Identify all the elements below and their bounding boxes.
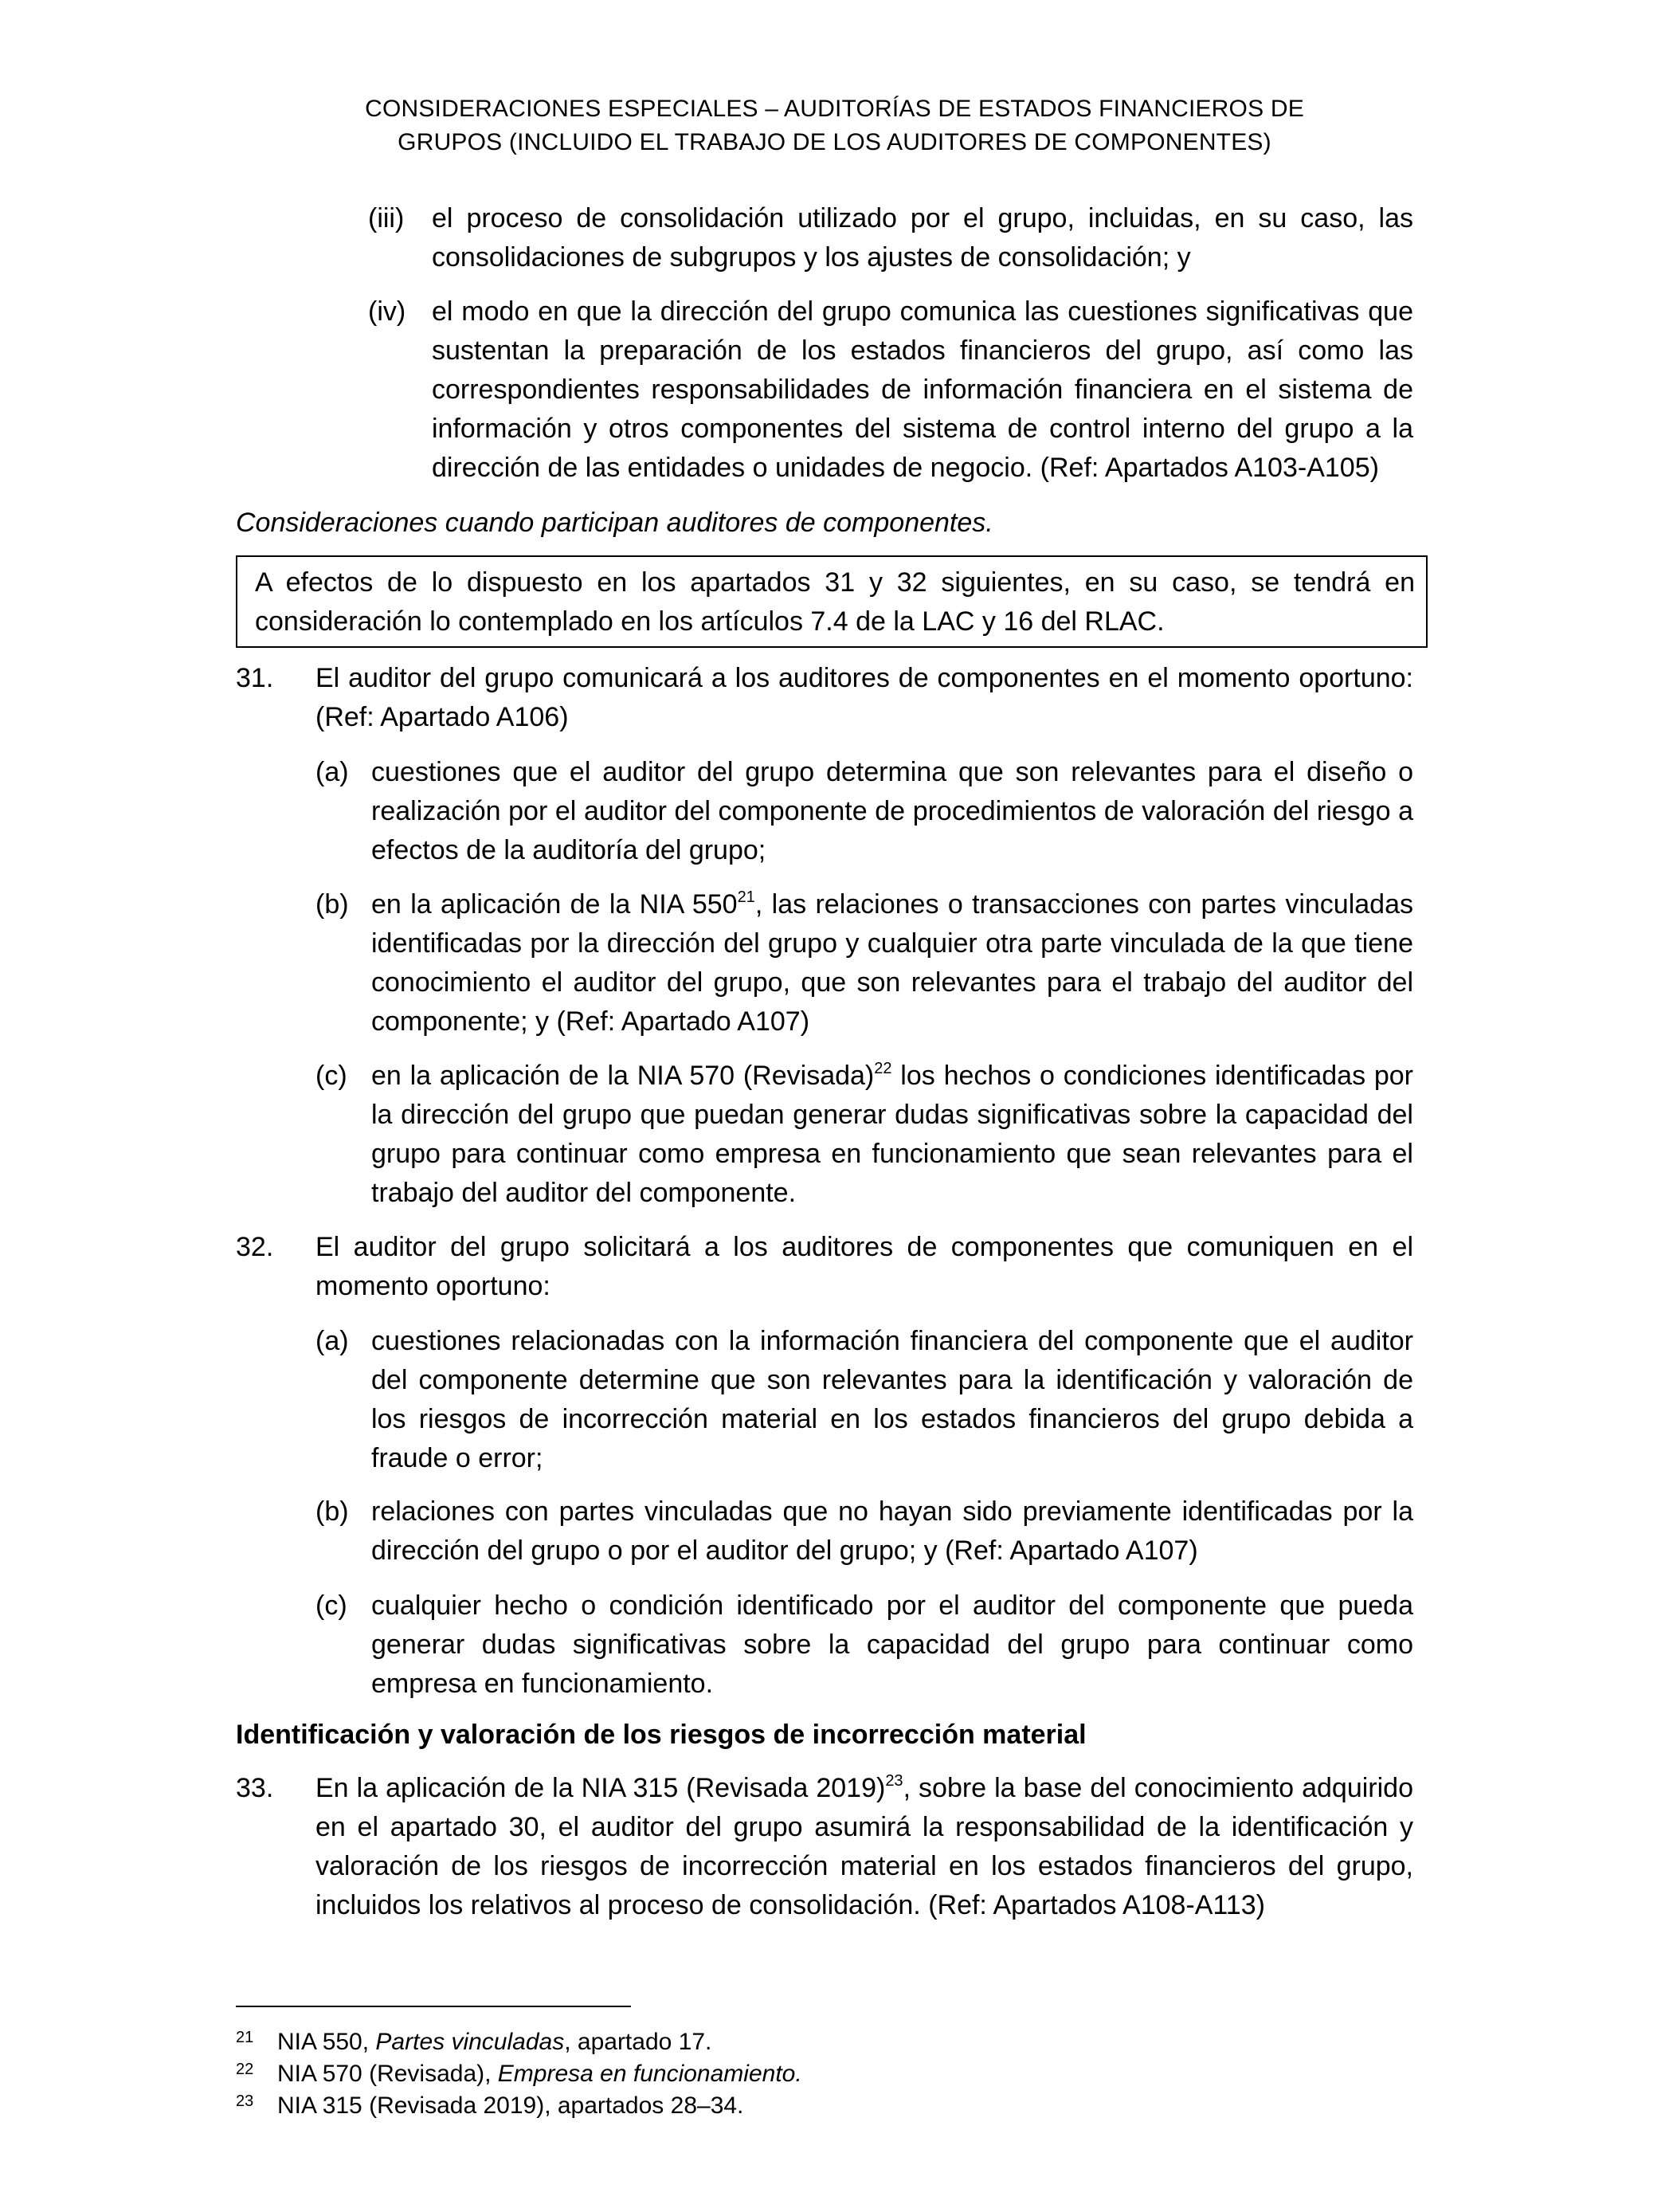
list-item-text: relaciones con partes vinculadas que no hayan sido previamente identificadas por la dirección del grupo o por el auditor del grupo; y (Ref: Apartado A107) xyxy=(371,1496,1413,1566)
running-header xyxy=(0,92,1669,159)
paragraph-number: 32. xyxy=(236,1232,274,1262)
footnote-ref-21: 21 xyxy=(737,888,755,906)
list-item-iv xyxy=(368,292,1413,488)
list-item-text: el proceso de consolidación utilizado por el grupo, incluidas, en su caso, las consolidaciones de subgrupos y los ajustes de consolidación; y xyxy=(432,203,1413,273)
paragraph-32 xyxy=(236,1228,1413,1306)
list-item-32c xyxy=(315,1586,1413,1704)
paragraph-number: 33. xyxy=(236,1773,274,1803)
boxed-note: A efectos de lo dispuesto en los apartados 31 y 32 siguientes, en su caso, se tendrá en consideración lo contemplado en los artículos 7.4 de la LAC y 16 del RLAC. xyxy=(236,555,1428,648)
footnote-ref-23: 23 xyxy=(885,1772,903,1790)
list-item-label: (c) xyxy=(315,1061,347,1091)
list-item-31b xyxy=(315,885,1413,1041)
list-item-label: (a) xyxy=(315,1326,349,1356)
footnote-number: 21 xyxy=(236,2029,254,2046)
paragraph-31 xyxy=(236,659,1413,737)
text-run: los hechos o condiciones identificadas por la dirección del grupo que puedan generar dudas significativas sobre la capacidad del grupo para continuar como empresa en funcionamiento que sean relevantes para el trabajo del auditor del componente. xyxy=(371,1061,1414,1208)
text-run: en la aplicación de la NIA 550 xyxy=(371,889,738,920)
text-run: en la aplicación de la NIA 570 (Revisada) xyxy=(371,1061,875,1091)
paragraph-33 xyxy=(236,1769,1413,1925)
footnote-number: 23 xyxy=(236,2092,254,2110)
list-item-label: (b) xyxy=(315,889,349,920)
footnote-23 xyxy=(236,2090,1351,2122)
footnote-separator xyxy=(236,2006,631,2007)
list-item-label: (c) xyxy=(315,1590,347,1621)
paragraph-text xyxy=(315,1769,1413,1925)
list-item-text: cuestiones relacionadas con la información financiera del componente que el auditor del componente determine que son relevantes para la identificación y valoración de los riesgos de incorrección material en los estados financieros del grupo debida a fraude o error; xyxy=(371,1326,1413,1473)
text-run: , apartado 17. xyxy=(564,2029,712,2055)
text-run: , las relaciones o transacciones con partes vinculadas identificadas por la dirección del grupo y cualquier otra parte vinculada de la que tiene conocimiento el auditor del grupo, que son relevantes para el trabajo del auditor del componente; y (Ref: Apartado A107) xyxy=(371,889,1413,1037)
text-run: En la aplicación de la NIA 315 (Revisada 2019) xyxy=(315,1773,886,1803)
section-subheading: Consideraciones cuando participan auditores de componentes. xyxy=(236,508,993,538)
footnote-text xyxy=(277,2058,802,2090)
footnote-ref-22: 22 xyxy=(874,1060,892,1077)
footnote-text xyxy=(277,2090,743,2122)
list-item-text xyxy=(371,885,1413,1041)
list-item-text: cuestiones que el auditor del grupo determina que son relevantes para el diseño o realización por el auditor del componente de procedimientos de valoración del riesgo a efectos de la auditoría del grupo; xyxy=(371,757,1413,865)
list-item-32a xyxy=(315,1322,1413,1478)
section-heading: Identificación y valoración de los riesgos de incorrección material xyxy=(236,1720,1087,1750)
paragraph-text: El auditor del grupo comunicará a los auditores de componentes en el momento oportuno: (Ref: Apartado A106) xyxy=(315,663,1413,732)
list-item-text: el modo en que la dirección del grupo comunica las cuestiones significativas que sustentan la preparación de los estados financieros del grupo, así como las correspondientes responsabilidades de información financiera en el sistema de información y otros componentes del sistema de control interno del grupo a la dirección de las entidades o unidades de negocio. (Ref: Apartados A103-A105) xyxy=(432,296,1413,483)
list-item-label: (iv) xyxy=(368,296,406,327)
text-run: NIA 570 (Revisada), xyxy=(277,2061,498,2087)
footnote-number: 22 xyxy=(236,2061,254,2078)
list-item-label: (iii) xyxy=(368,203,405,233)
text-run: NIA 315 (Revisada 2019), apartados 28–34. xyxy=(277,2092,744,2119)
paragraph-text: El auditor del grupo solicitará a los auditores de componentes que comuniquen en el momento oportuno: xyxy=(315,1232,1413,1301)
list-item-32b xyxy=(315,1492,1413,1571)
text-run: NIA 550, xyxy=(277,2029,376,2055)
footnote-text xyxy=(277,2026,711,2058)
text-run-italic: Partes vinculadas xyxy=(375,2029,565,2055)
text-run-italic: Empresa en funcionamiento. xyxy=(497,2061,802,2087)
header-line-1: CONSIDERACIONES ESPECIALES – AUDITORÍAS DE ESTADOS FINANCIEROS DE xyxy=(365,96,1304,122)
list-item-iii xyxy=(368,199,1413,277)
paragraph-number: 31. xyxy=(236,663,274,693)
text-run: , sobre la base del conocimiento adquirido en el apartado 30, el auditor del grupo asumirá la responsabilidad de la identificación y valoración de los riesgos de incorrección material en los estados financieros del grupo, incluidos los relativos al proceso de consolidación. (Ref: Apartados A108-A113) xyxy=(315,1773,1413,1920)
list-item-text: cualquier hecho o condición identificado por el auditor del componente que pueda generar dudas significativas sobre la capacidad del grupo para continuar como empresa en funcionamiento. xyxy=(371,1590,1413,1699)
list-item-31a xyxy=(315,753,1413,870)
footnote-21 xyxy=(236,2026,1351,2058)
list-item-31c xyxy=(315,1057,1413,1213)
footnote-22 xyxy=(236,2058,1351,2090)
list-item-label: (a) xyxy=(315,757,349,787)
header-line-2: GRUPOS (INCLUIDO EL TRABAJO DE LOS AUDITORES DE COMPONENTES) xyxy=(398,129,1271,155)
list-item-label: (b) xyxy=(315,1496,349,1527)
footnotes xyxy=(236,2026,1351,2122)
list-item-text xyxy=(371,1057,1413,1213)
